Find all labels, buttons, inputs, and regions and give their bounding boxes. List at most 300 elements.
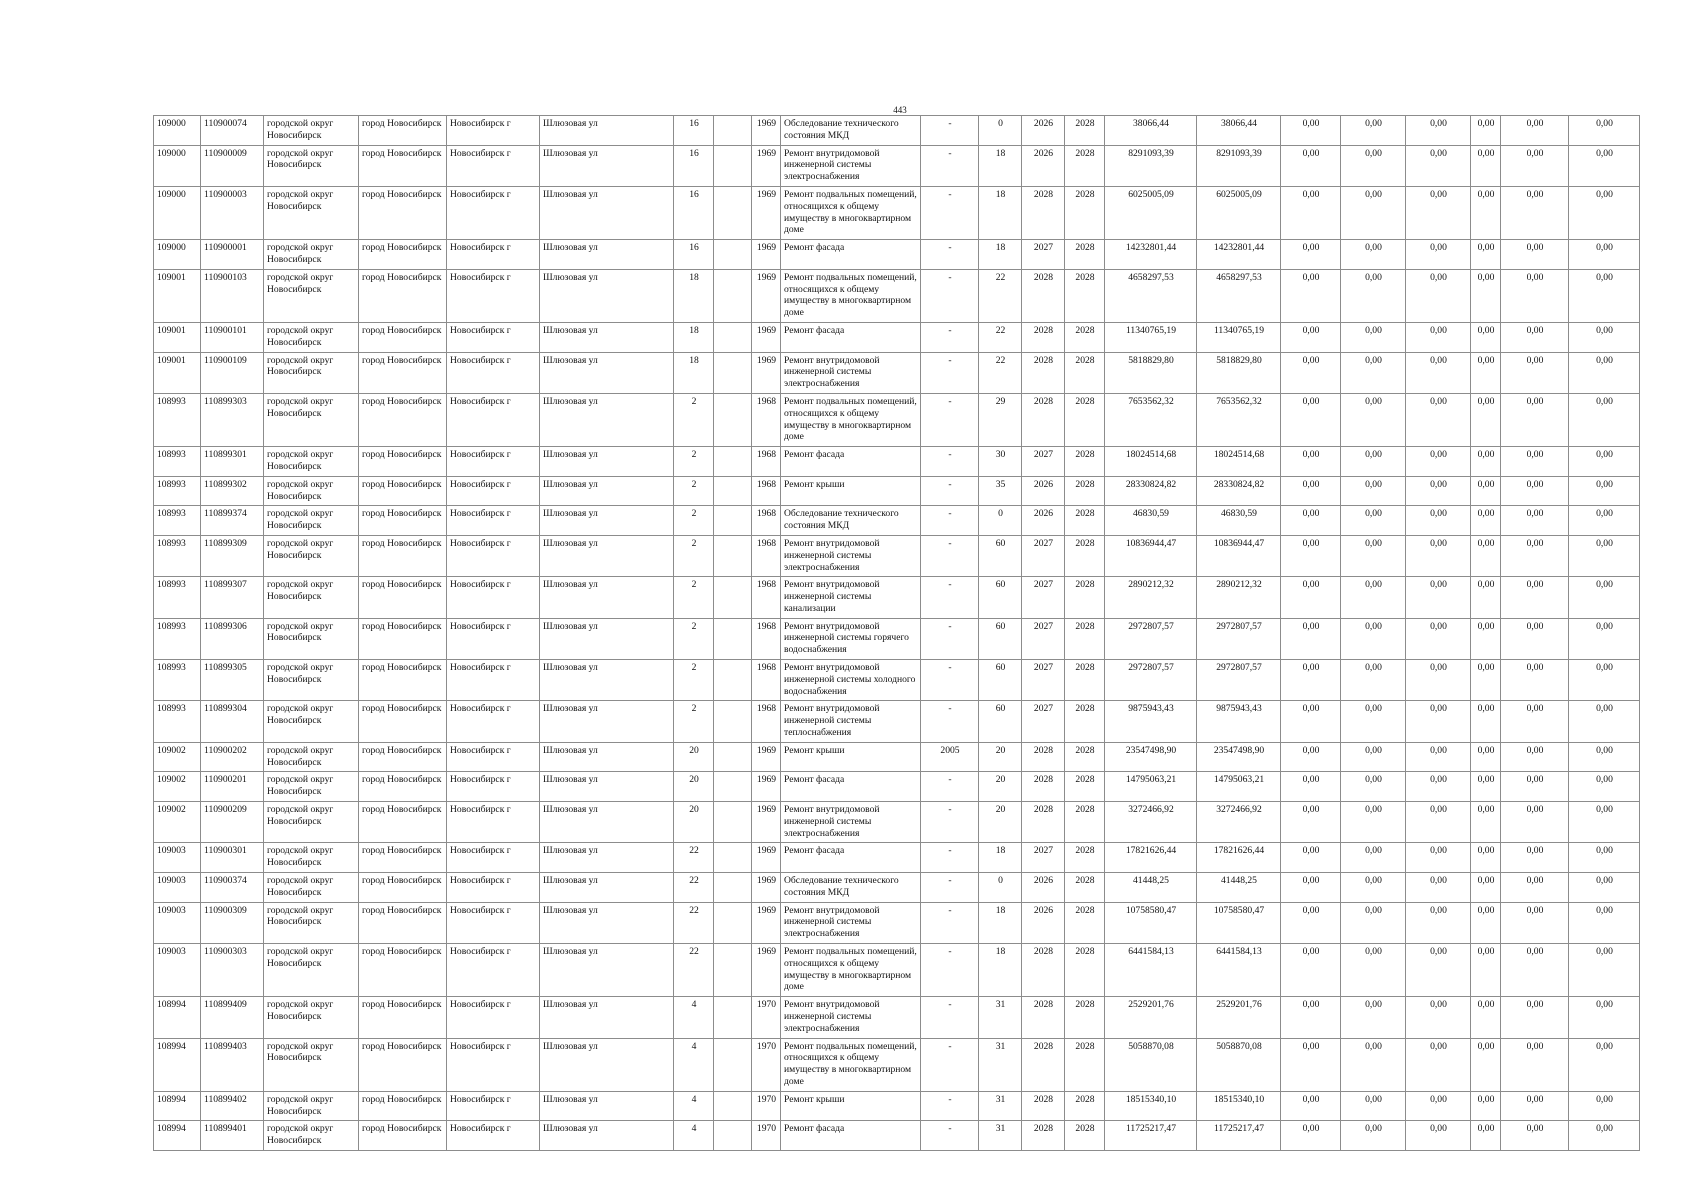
cell-wear-percent: 0 <box>979 116 1022 146</box>
cell-regional-budget: 0,00 <box>1341 577 1406 618</box>
cell-locality: Новосибирск г <box>447 269 540 322</box>
cell-plan-end-year: 2028 <box>1065 701 1105 742</box>
cell-plan-start-year: 2028 <box>1022 186 1065 239</box>
cell-work-id: 110900009 <box>201 145 264 186</box>
cell-street: Шлюзовая ул <box>540 802 674 843</box>
cell-house-id: 109003 <box>154 843 201 873</box>
cell-locality: Новосибирск г <box>447 322 540 352</box>
cell-building <box>714 618 752 659</box>
cell-other-funds: 0,00 <box>1501 1091 1569 1121</box>
cell-work-id: 110899304 <box>201 701 264 742</box>
cell-settlement: город Новосибирск <box>359 618 447 659</box>
cell-street: Шлюзовая ул <box>540 843 674 873</box>
cell-year-built: 1968 <box>752 618 781 659</box>
cell-fund-cost: 11725217,47 <box>1197 1121 1281 1151</box>
cell-work-type: Ремонт внутридомовой инженерной системы теплоснабжения <box>781 701 921 742</box>
cell-plan-end-year: 2028 <box>1065 1091 1105 1121</box>
cell-work-type: Ремонт подвальных помещений, относящихся к общему имуществу в многоквартирном доме <box>781 393 921 446</box>
cell-reserve-funds: 0,00 <box>1569 802 1640 843</box>
cell-work-type: Ремонт подвальных помещений, относящихся к общему имуществу в многоквартирном доме <box>781 1038 921 1091</box>
table-row <box>154 535 1640 576</box>
cell-house-number: 4 <box>674 1121 714 1151</box>
cell-year-built: 1969 <box>752 944 781 997</box>
cell-municipality: городской округ Новосибирск <box>264 447 359 477</box>
cell-total-cost: 11340765,19 <box>1105 322 1197 352</box>
cell-local-budget: 0,00 <box>1406 506 1471 536</box>
cell-work-type: Ремонт внутридомовой инженерной системы горячего водоснабжения <box>781 618 921 659</box>
cell-owners-funds: 0,00 <box>1471 618 1501 659</box>
cell-locality: Новосибирск г <box>447 843 540 873</box>
table-row <box>154 843 1640 873</box>
cell-plan-start-year: 2026 <box>1022 145 1065 186</box>
cell-wear-percent: 60 <box>979 535 1022 576</box>
cell-settlement: город Новосибирск <box>359 701 447 742</box>
cell-fund-cost: 5058870,08 <box>1197 1038 1281 1091</box>
cell-work-id: 110900101 <box>201 322 264 352</box>
cell-owners-funds: 0,00 <box>1471 116 1501 146</box>
cell-work-id: 110900301 <box>201 843 264 873</box>
cell-building <box>714 577 752 618</box>
cell-municipality: городской округ Новосибирск <box>264 116 359 146</box>
cell-locality: Новосибирск г <box>447 873 540 903</box>
cell-total-cost: 9875943,43 <box>1105 701 1197 742</box>
cell-plan-start-year: 2028 <box>1022 802 1065 843</box>
cell-reserve-funds: 0,00 <box>1569 873 1640 903</box>
cell-local-budget: 0,00 <box>1406 802 1471 843</box>
cell-regional-budget: 0,00 <box>1341 902 1406 943</box>
cell-work-id: 110899301 <box>201 447 264 477</box>
cell-regional-budget: 0,00 <box>1341 145 1406 186</box>
cell-plan-start-year: 2027 <box>1022 240 1065 270</box>
cell-municipality: городской округ Новосибирск <box>264 145 359 186</box>
cell-wear-percent: 18 <box>979 944 1022 997</box>
cell-federal-budget: 0,00 <box>1281 352 1341 393</box>
cell-municipality: городской округ Новосибирск <box>264 660 359 701</box>
cell-last-repair-year: - <box>921 997 979 1038</box>
cell-last-repair-year: - <box>921 701 979 742</box>
cell-reserve-funds: 0,00 <box>1569 618 1640 659</box>
cell-owners-funds: 0,00 <box>1471 873 1501 903</box>
cell-street: Шлюзовая ул <box>540 186 674 239</box>
cell-street: Шлюзовая ул <box>540 944 674 997</box>
cell-municipality: городской округ Новосибирск <box>264 506 359 536</box>
cell-street: Шлюзовая ул <box>540 577 674 618</box>
cell-federal-budget: 0,00 <box>1281 802 1341 843</box>
cell-work-type: Обследование технического состояния МКД <box>781 116 921 146</box>
cell-regional-budget: 0,00 <box>1341 476 1406 506</box>
cell-plan-end-year: 2028 <box>1065 322 1105 352</box>
cell-house-number: 4 <box>674 1091 714 1121</box>
cell-regional-budget: 0,00 <box>1341 997 1406 1038</box>
cell-plan-start-year: 2028 <box>1022 322 1065 352</box>
cell-reserve-funds: 0,00 <box>1569 1038 1640 1091</box>
cell-reserve-funds: 0,00 <box>1569 843 1640 873</box>
cell-building <box>714 902 752 943</box>
cell-owners-funds: 0,00 <box>1471 393 1501 446</box>
cell-building <box>714 116 752 146</box>
cell-local-budget: 0,00 <box>1406 944 1471 997</box>
cell-federal-budget: 0,00 <box>1281 772 1341 802</box>
cell-federal-budget: 0,00 <box>1281 660 1341 701</box>
cell-regional-budget: 0,00 <box>1341 660 1406 701</box>
cell-work-id: 110900001 <box>201 240 264 270</box>
cell-plan-end-year: 2028 <box>1065 393 1105 446</box>
cell-local-budget: 0,00 <box>1406 742 1471 772</box>
cell-building <box>714 1038 752 1091</box>
cell-last-repair-year: - <box>921 843 979 873</box>
cell-wear-percent: 0 <box>979 873 1022 903</box>
cell-house-id: 108993 <box>154 701 201 742</box>
cell-federal-budget: 0,00 <box>1281 1121 1341 1151</box>
cell-owners-funds: 0,00 <box>1471 240 1501 270</box>
cell-plan-start-year: 2027 <box>1022 701 1065 742</box>
cell-wear-percent: 18 <box>979 843 1022 873</box>
cell-house-id: 109000 <box>154 145 201 186</box>
cell-work-type: Ремонт внутридомовой инженерной системы электроснабжения <box>781 352 921 393</box>
cell-settlement: город Новосибирск <box>359 902 447 943</box>
cell-work-id: 110900209 <box>201 802 264 843</box>
cell-year-built: 1969 <box>752 269 781 322</box>
cell-street: Шлюзовая ул <box>540 1091 674 1121</box>
cell-year-built: 1970 <box>752 1121 781 1151</box>
table-row <box>154 393 1640 446</box>
cell-wear-percent: 20 <box>979 802 1022 843</box>
cell-total-cost: 17821626,44 <box>1105 843 1197 873</box>
cell-locality: Новосибирск г <box>447 577 540 618</box>
cell-plan-start-year: 2028 <box>1022 997 1065 1038</box>
cell-plan-start-year: 2026 <box>1022 476 1065 506</box>
cell-other-funds: 0,00 <box>1501 873 1569 903</box>
cell-work-type: Ремонт внутридомовой инженерной системы канализации <box>781 577 921 618</box>
cell-municipality: городской округ Новосибирск <box>264 1038 359 1091</box>
cell-local-budget: 0,00 <box>1406 997 1471 1038</box>
cell-reserve-funds: 0,00 <box>1569 1091 1640 1121</box>
cell-local-budget: 0,00 <box>1406 393 1471 446</box>
cell-municipality: городской округ Новосибирск <box>264 269 359 322</box>
cell-building <box>714 240 752 270</box>
cell-year-built: 1969 <box>752 772 781 802</box>
cell-locality: Новосибирск г <box>447 1121 540 1151</box>
cell-plan-start-year: 2027 <box>1022 660 1065 701</box>
cell-street: Шлюзовая ул <box>540 476 674 506</box>
cell-federal-budget: 0,00 <box>1281 535 1341 576</box>
cell-work-type: Обследование технического состояния МКД <box>781 873 921 903</box>
cell-other-funds: 0,00 <box>1501 269 1569 322</box>
cell-regional-budget: 0,00 <box>1341 843 1406 873</box>
cell-year-built: 1968 <box>752 701 781 742</box>
cell-work-type: Ремонт фасада <box>781 322 921 352</box>
cell-work-id: 110899309 <box>201 535 264 576</box>
cell-building <box>714 742 752 772</box>
cell-work-id: 110899303 <box>201 393 264 446</box>
cell-local-budget: 0,00 <box>1406 618 1471 659</box>
cell-work-type: Ремонт внутридомовой инженерной системы электроснабжения <box>781 145 921 186</box>
cell-house-id: 108993 <box>154 476 201 506</box>
cell-federal-budget: 0,00 <box>1281 322 1341 352</box>
table-row <box>154 1038 1640 1091</box>
cell-federal-budget: 0,00 <box>1281 742 1341 772</box>
cell-municipality: городской округ Новосибирск <box>264 802 359 843</box>
cell-work-id: 110900109 <box>201 352 264 393</box>
cell-municipality: городской округ Новосибирск <box>264 322 359 352</box>
cell-local-budget: 0,00 <box>1406 1091 1471 1121</box>
cell-owners-funds: 0,00 <box>1471 1121 1501 1151</box>
cell-house-id: 108994 <box>154 1121 201 1151</box>
cell-total-cost: 14232801,44 <box>1105 240 1197 270</box>
cell-reserve-funds: 0,00 <box>1569 145 1640 186</box>
cell-regional-budget: 0,00 <box>1341 116 1406 146</box>
cell-last-repair-year: - <box>921 618 979 659</box>
cell-plan-end-year: 2028 <box>1065 802 1105 843</box>
cell-federal-budget: 0,00 <box>1281 145 1341 186</box>
cell-reserve-funds: 0,00 <box>1569 116 1640 146</box>
cell-owners-funds: 0,00 <box>1471 145 1501 186</box>
cell-municipality: городской округ Новосибирск <box>264 240 359 270</box>
cell-fund-cost: 2890212,32 <box>1197 577 1281 618</box>
cell-work-type: Ремонт внутридомовой инженерной системы электроснабжения <box>781 802 921 843</box>
cell-owners-funds: 0,00 <box>1471 186 1501 239</box>
table-row <box>154 352 1640 393</box>
cell-house-id: 108993 <box>154 393 201 446</box>
table-row <box>154 116 1640 146</box>
cell-street: Шлюзовая ул <box>540 269 674 322</box>
cell-work-type: Обследование технического состояния МКД <box>781 506 921 536</box>
cell-last-repair-year: - <box>921 1038 979 1091</box>
cell-house-number: 2 <box>674 506 714 536</box>
cell-federal-budget: 0,00 <box>1281 843 1341 873</box>
cell-reserve-funds: 0,00 <box>1569 944 1640 997</box>
cell-work-id: 110899306 <box>201 618 264 659</box>
cell-work-type: Ремонт фасада <box>781 843 921 873</box>
table-row <box>154 577 1640 618</box>
cell-wear-percent: 20 <box>979 742 1022 772</box>
cell-plan-start-year: 2028 <box>1022 393 1065 446</box>
cell-other-funds: 0,00 <box>1501 535 1569 576</box>
cell-house-number: 2 <box>674 701 714 742</box>
cell-house-id: 108994 <box>154 1038 201 1091</box>
cell-building <box>714 843 752 873</box>
cell-plan-end-year: 2028 <box>1065 742 1105 772</box>
cell-wear-percent: 22 <box>979 322 1022 352</box>
cell-building <box>714 145 752 186</box>
cell-work-type: Ремонт фасада <box>781 772 921 802</box>
cell-house-id: 109002 <box>154 742 201 772</box>
cell-last-repair-year: - <box>921 660 979 701</box>
cell-house-id: 109003 <box>154 873 201 903</box>
cell-total-cost: 10758580,47 <box>1105 902 1197 943</box>
cell-house-number: 2 <box>674 447 714 477</box>
cell-wear-percent: 30 <box>979 447 1022 477</box>
cell-work-id: 110899374 <box>201 506 264 536</box>
cell-house-number: 2 <box>674 476 714 506</box>
cell-year-built: 1969 <box>752 116 781 146</box>
cell-regional-budget: 0,00 <box>1341 701 1406 742</box>
cell-owners-funds: 0,00 <box>1471 944 1501 997</box>
cell-regional-budget: 0,00 <box>1341 1091 1406 1121</box>
cell-work-type: Ремонт крыши <box>781 742 921 772</box>
cell-municipality: городской округ Новосибирск <box>264 742 359 772</box>
cell-work-type: Ремонт крыши <box>781 1091 921 1121</box>
cell-last-repair-year: - <box>921 873 979 903</box>
cell-federal-budget: 0,00 <box>1281 506 1341 536</box>
cell-municipality: городской округ Новосибирск <box>264 1121 359 1151</box>
cell-regional-budget: 0,00 <box>1341 269 1406 322</box>
cell-plan-start-year: 2027 <box>1022 447 1065 477</box>
cell-plan-start-year: 2028 <box>1022 772 1065 802</box>
cell-building <box>714 1091 752 1121</box>
cell-municipality: городской округ Новосибирск <box>264 997 359 1038</box>
cell-settlement: город Новосибирск <box>359 1091 447 1121</box>
cell-regional-budget: 0,00 <box>1341 873 1406 903</box>
cell-local-budget: 0,00 <box>1406 577 1471 618</box>
cell-wear-percent: 20 <box>979 772 1022 802</box>
cell-total-cost: 41448,25 <box>1105 873 1197 903</box>
cell-plan-end-year: 2028 <box>1065 506 1105 536</box>
cell-last-repair-year: - <box>921 802 979 843</box>
cell-other-funds: 0,00 <box>1501 660 1569 701</box>
cell-house-id: 109001 <box>154 322 201 352</box>
cell-house-id: 109002 <box>154 802 201 843</box>
cell-municipality: городской округ Новосибирск <box>264 577 359 618</box>
cell-last-repair-year: - <box>921 269 979 322</box>
cell-regional-budget: 0,00 <box>1341 352 1406 393</box>
cell-owners-funds: 0,00 <box>1471 772 1501 802</box>
cell-plan-end-year: 2028 <box>1065 577 1105 618</box>
cell-reserve-funds: 0,00 <box>1569 902 1640 943</box>
cell-plan-start-year: 2028 <box>1022 352 1065 393</box>
cell-fund-cost: 18515340,10 <box>1197 1091 1281 1121</box>
cell-owners-funds: 0,00 <box>1471 843 1501 873</box>
cell-settlement: город Новосибирск <box>359 997 447 1038</box>
cell-street: Шлюзовая ул <box>540 116 674 146</box>
cell-plan-end-year: 2028 <box>1065 447 1105 477</box>
cell-locality: Новосибирск г <box>447 944 540 997</box>
cell-plan-end-year: 2028 <box>1065 997 1105 1038</box>
cell-street: Шлюзовая ул <box>540 145 674 186</box>
cell-work-id: 110899307 <box>201 577 264 618</box>
cell-other-funds: 0,00 <box>1501 902 1569 943</box>
cell-house-number: 22 <box>674 944 714 997</box>
cell-street: Шлюзовая ул <box>540 240 674 270</box>
cell-local-budget: 0,00 <box>1406 240 1471 270</box>
cell-total-cost: 2972807,57 <box>1105 660 1197 701</box>
cell-house-id: 108993 <box>154 447 201 477</box>
cell-house-number: 22 <box>674 843 714 873</box>
cell-settlement: город Новосибирск <box>359 116 447 146</box>
cell-house-number: 2 <box>674 535 714 576</box>
table-row <box>154 802 1640 843</box>
cell-reserve-funds: 0,00 <box>1569 393 1640 446</box>
cell-last-repair-year: - <box>921 535 979 576</box>
cell-building <box>714 393 752 446</box>
cell-year-built: 1968 <box>752 506 781 536</box>
cell-regional-budget: 0,00 <box>1341 1121 1406 1151</box>
cell-federal-budget: 0,00 <box>1281 476 1341 506</box>
cell-locality: Новосибирск г <box>447 742 540 772</box>
cell-house-number: 16 <box>674 145 714 186</box>
cell-house-id: 109002 <box>154 772 201 802</box>
cell-work-id: 110899401 <box>201 1121 264 1151</box>
cell-reserve-funds: 0,00 <box>1569 660 1640 701</box>
cell-street: Шлюзовая ул <box>540 506 674 536</box>
cell-locality: Новосибирск г <box>447 476 540 506</box>
cell-plan-start-year: 2027 <box>1022 577 1065 618</box>
cell-locality: Новосибирск г <box>447 618 540 659</box>
cell-work-type: Ремонт фасада <box>781 1121 921 1151</box>
cell-plan-end-year: 2028 <box>1065 873 1105 903</box>
cell-federal-budget: 0,00 <box>1281 186 1341 239</box>
cell-wear-percent: 22 <box>979 269 1022 322</box>
cell-plan-end-year: 2028 <box>1065 116 1105 146</box>
cell-fund-cost: 5818829,80 <box>1197 352 1281 393</box>
cell-federal-budget: 0,00 <box>1281 873 1341 903</box>
cell-reserve-funds: 0,00 <box>1569 322 1640 352</box>
cell-other-funds: 0,00 <box>1501 577 1569 618</box>
cell-last-repair-year: - <box>921 1121 979 1151</box>
cell-house-id: 108993 <box>154 535 201 576</box>
cell-municipality: городской округ Новосибирск <box>264 393 359 446</box>
cell-settlement: город Новосибирск <box>359 944 447 997</box>
cell-regional-budget: 0,00 <box>1341 506 1406 536</box>
cell-last-repair-year: - <box>921 506 979 536</box>
cell-house-number: 18 <box>674 352 714 393</box>
cell-street: Шлюзовая ул <box>540 352 674 393</box>
cell-reserve-funds: 0,00 <box>1569 186 1640 239</box>
cell-total-cost: 11725217,47 <box>1105 1121 1197 1151</box>
cell-building <box>714 447 752 477</box>
cell-year-built: 1968 <box>752 660 781 701</box>
cell-house-id: 108994 <box>154 1091 201 1121</box>
cell-local-budget: 0,00 <box>1406 772 1471 802</box>
cell-building <box>714 476 752 506</box>
cell-local-budget: 0,00 <box>1406 116 1471 146</box>
cell-house-number: 2 <box>674 393 714 446</box>
cell-house-number: 4 <box>674 997 714 1038</box>
cell-work-type: Ремонт фасада <box>781 447 921 477</box>
cell-last-repair-year: - <box>921 322 979 352</box>
cell-street: Шлюзовая ул <box>540 660 674 701</box>
cell-settlement: город Новосибирск <box>359 447 447 477</box>
cell-fund-cost: 23547498,90 <box>1197 742 1281 772</box>
cell-owners-funds: 0,00 <box>1471 577 1501 618</box>
cell-street: Шлюзовая ул <box>540 322 674 352</box>
cell-last-repair-year: - <box>921 476 979 506</box>
cell-fund-cost: 3272466,92 <box>1197 802 1281 843</box>
cell-year-built: 1969 <box>752 873 781 903</box>
cell-owners-funds: 0,00 <box>1471 269 1501 322</box>
cell-total-cost: 3272466,92 <box>1105 802 1197 843</box>
cell-locality: Новосибирск г <box>447 186 540 239</box>
cell-building <box>714 269 752 322</box>
works-table <box>153 115 1640 1151</box>
cell-year-built: 1969 <box>752 186 781 239</box>
cell-house-number: 4 <box>674 1038 714 1091</box>
cell-total-cost: 4658297,53 <box>1105 269 1197 322</box>
cell-building <box>714 186 752 239</box>
cell-federal-budget: 0,00 <box>1281 447 1341 477</box>
cell-work-type: Ремонт подвальных помещений, относящихся к общему имуществу в многоквартирном доме <box>781 186 921 239</box>
cell-wear-percent: 0 <box>979 506 1022 536</box>
cell-locality: Новосибирск г <box>447 352 540 393</box>
cell-house-id: 108993 <box>154 577 201 618</box>
table-row <box>154 1121 1640 1151</box>
cell-plan-start-year: 2028 <box>1022 1121 1065 1151</box>
cell-federal-budget: 0,00 <box>1281 1091 1341 1121</box>
cell-owners-funds: 0,00 <box>1471 447 1501 477</box>
cell-last-repair-year: - <box>921 447 979 477</box>
cell-federal-budget: 0,00 <box>1281 902 1341 943</box>
cell-locality: Новосибирск г <box>447 393 540 446</box>
